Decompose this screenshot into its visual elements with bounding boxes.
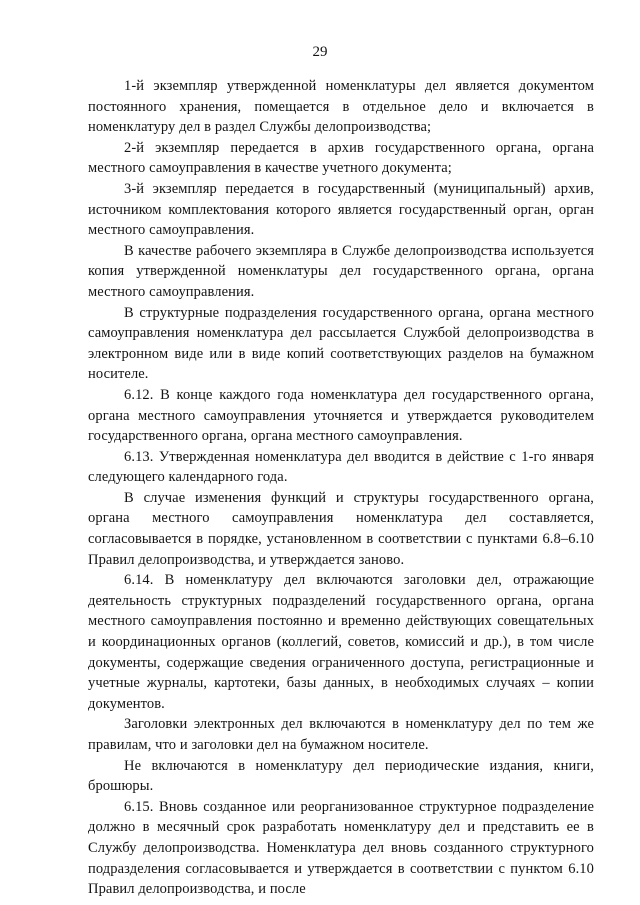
paragraph-exclusions: Не включаются в номенклатуру дел периодические издания, книги, брошюры.: [88, 757, 594, 795]
paragraph-section-6-12: 6.12. В конце каждого года номенклатура дел государственного органа, органа местного самоуправления уточняется и утверждается руководителем государственного органа, органа местного самоуправления.: [88, 386, 594, 445]
document-body: [88, 76, 594, 900]
paragraph-distribution: В структурные подразделения государственного органа, органа местного самоуправления номенклатура дел рассылается Службой делопроизводства в электронном виде или в виде копий соответствующих разделов на бумажном носителе.: [88, 304, 594, 383]
paragraph-copy-3: 3-й экземпляр передается в государственный (муниципальный) архив, источником комплектования которого является государственный орган, орган местного самоуправления.: [88, 180, 594, 239]
paragraph-working-copy: В качестве рабочего экземпляра в Службе делопроизводства используется копия утвержденной номенклатуры дел государственного органа, органа местного самоуправления.: [88, 242, 594, 300]
paragraph-section-6-14: 6.14. В номенклатуру дел включаются заголовки дел, отражающие деятельность структурных подразделений государственного органа, органа местного самоуправления постоянно и временно действующих совещательных и координационных органов (коллегий, советов, комиссий и др.), в том числе документы, содержащие сведения ограниченного доступа, регистрационные и учетные журналы, картотеки, базы данных, в необходимых случаях – копии документов.: [88, 572, 594, 712]
paragraph-section-6-15: 6.15. Вновь созданное или реорганизованное структурное подразделение должно в месячный срок разработать номенклатуру дел и представить ее в Службу делопроизводства. Номенклатура дел вновь созданного структурного подразделения согласовывается и утверждается в соответствии с пунктом 6.10 Правил делопроизводства, и после: [88, 798, 594, 898]
page-number: 29: [312, 44, 328, 60]
paragraph-copy-2: 2-й экземпляр передается в архив государственного органа, органа местного самоуправления в качестве учетного документа;: [88, 139, 594, 177]
paragraph-copy-1: 1-й экземпляр утвержденной номенклатуры дел является документом постоянного хранения, помещается в отдельное дело и включается в номенклатуру дел в раздел Службы делопроизводства;: [88, 78, 594, 136]
paragraph-structure-change: В случае изменения функций и структуры государственного органа, органа местного самоуправления номенклатура дел составляется, согласовывается в порядке, установленном в соответствии с пунктами 6.8–6.10 Правил делопроизводства, и утверждается заново.: [88, 489, 594, 568]
paragraph-section-6-13: 6.13. Утвержденная номенклатура дел вводится в действие с 1-го января следующего календарного года.: [88, 448, 594, 486]
paragraph-electronic-files: Заголовки электронных дел включаются в номенклатуру дел по тем же правилам, что и заголовки дел на бумажном носителе.: [88, 716, 594, 753]
